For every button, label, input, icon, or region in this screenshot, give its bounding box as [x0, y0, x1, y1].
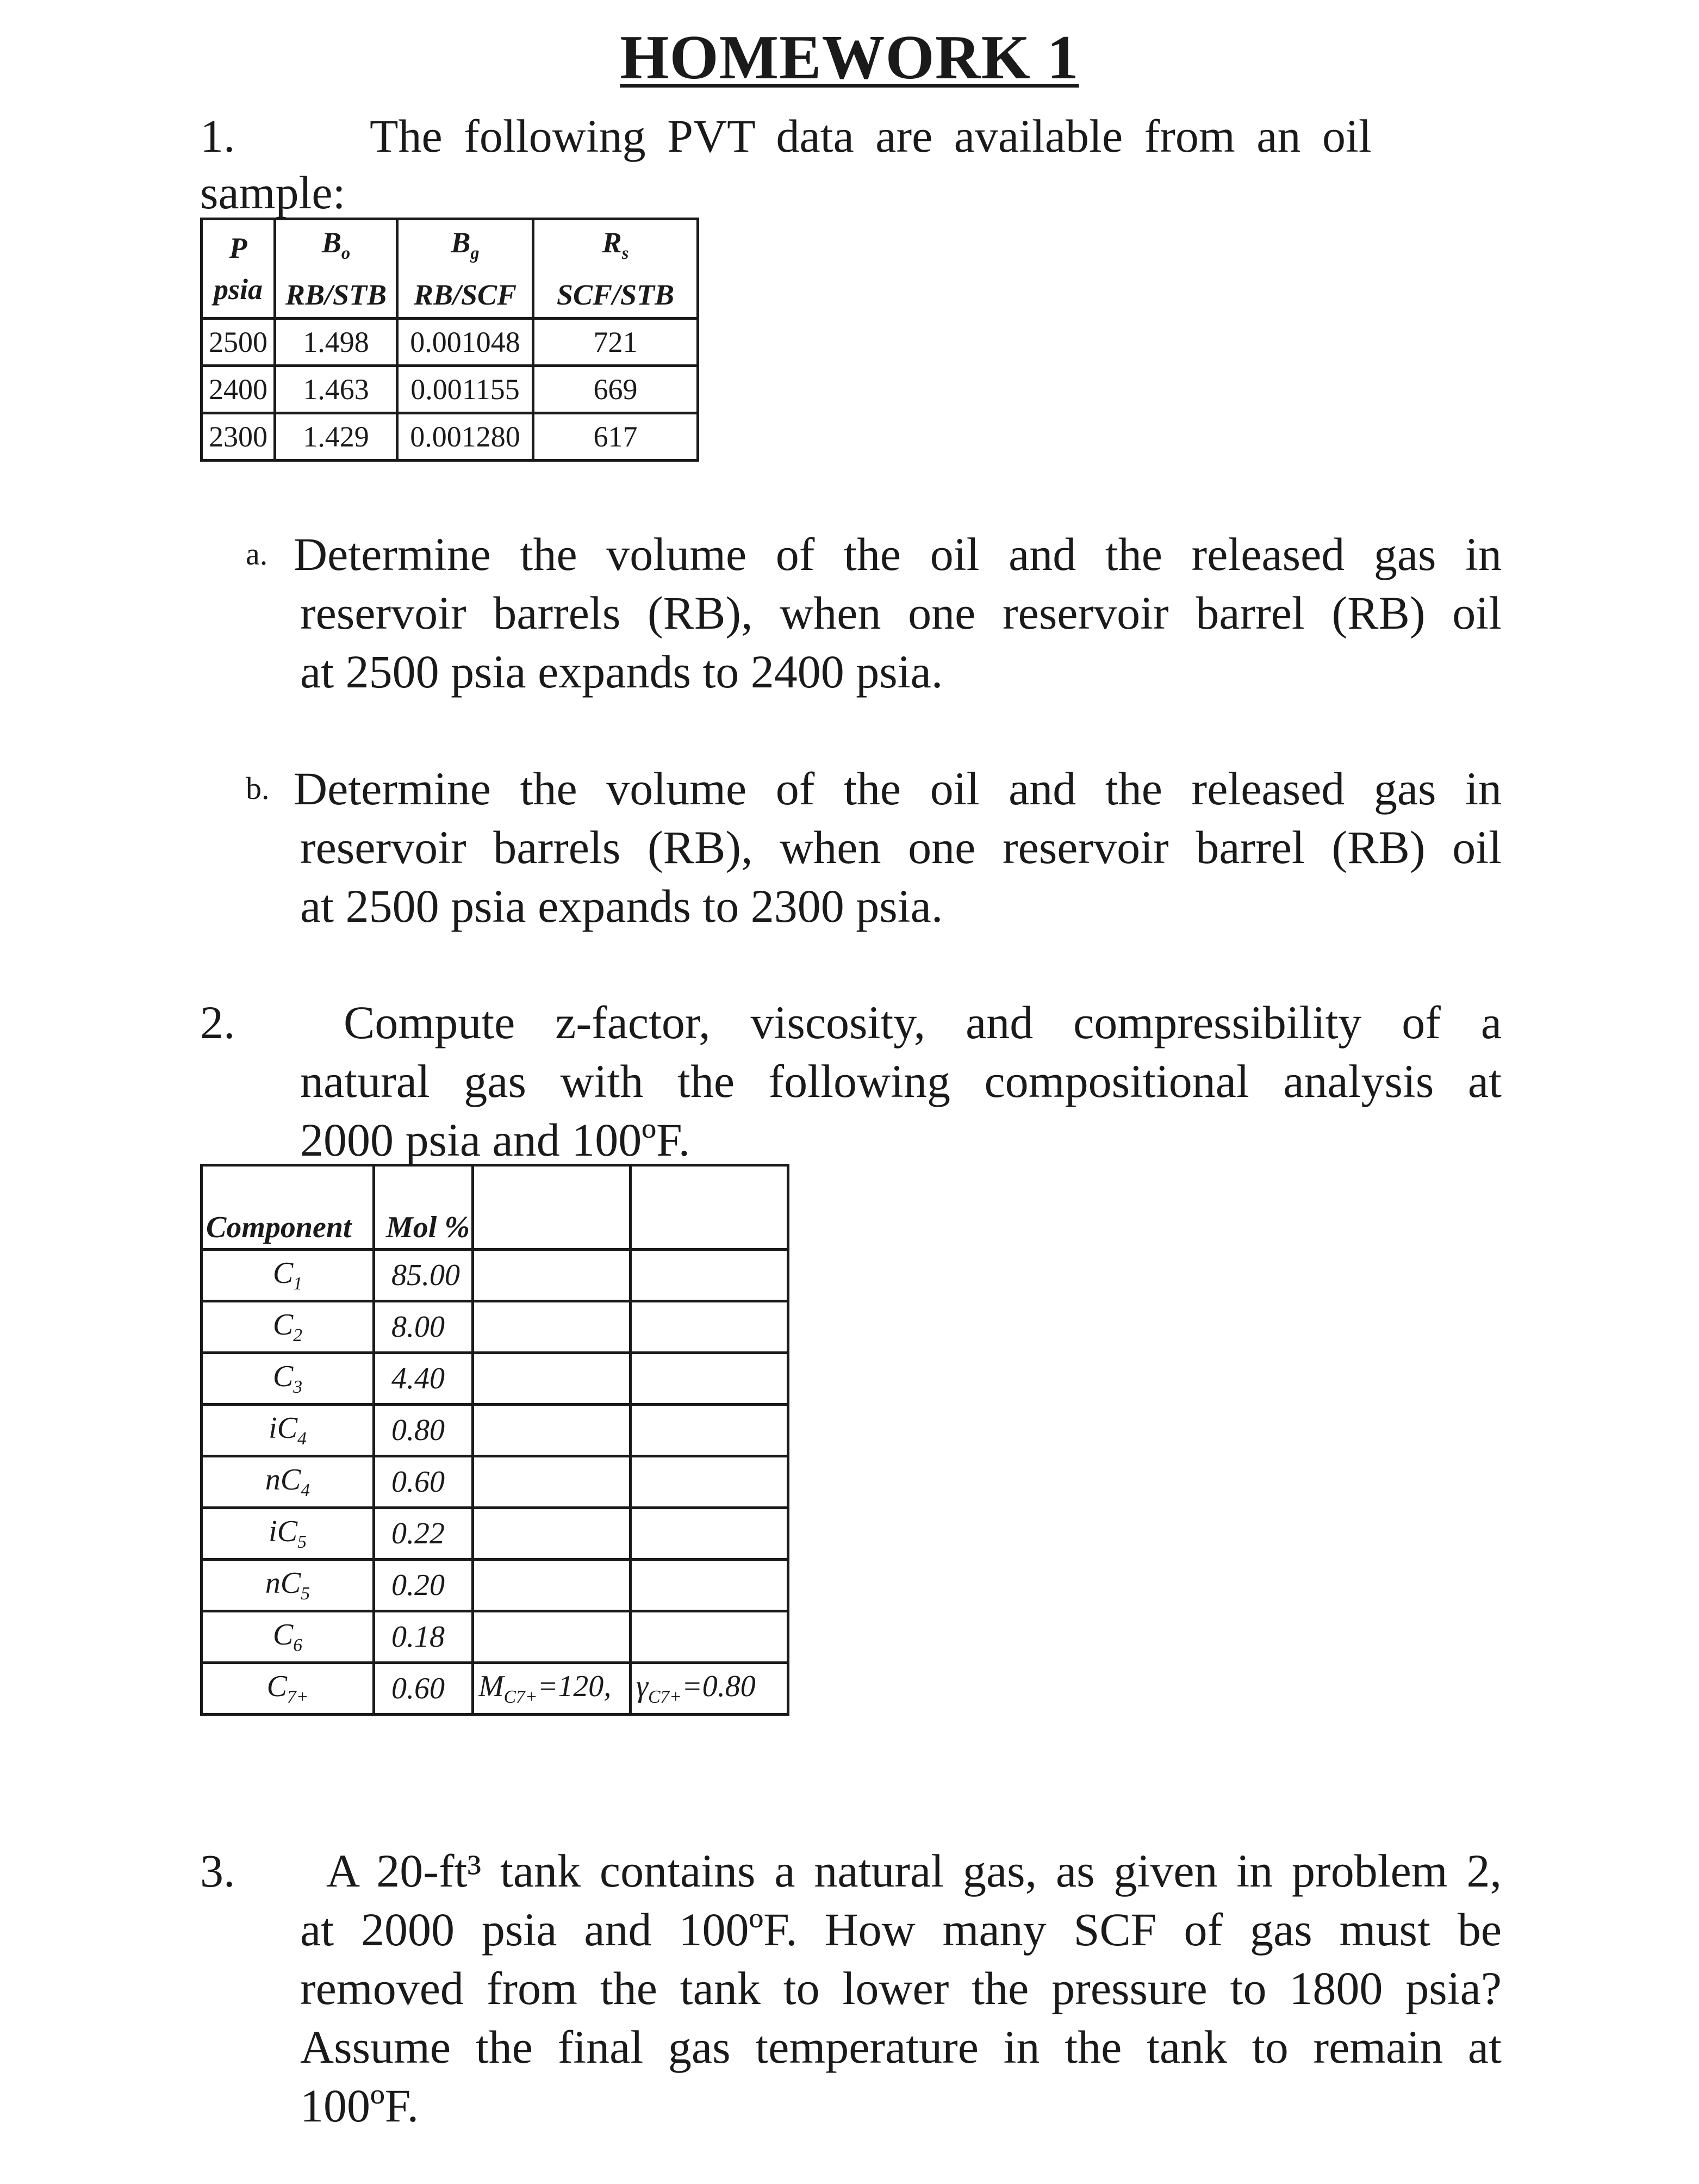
cell-pressure: 2500 — [202, 319, 275, 366]
cell-pressure: 2300 — [202, 413, 275, 461]
cell-blank — [631, 1405, 788, 1456]
question-1-intro-cont: sample: — [200, 166, 346, 219]
cell-component: $nC_5$ — [202, 1560, 374, 1611]
cell-mol: 8.00 — [374, 1301, 473, 1353]
table-row — [202, 1301, 788, 1353]
header-blank-1 — [473, 1165, 631, 1250]
part-b-line-1: Determine the volume of the oil and the released gas in — [294, 762, 1502, 815]
header-bg-unit: RB/SCF — [413, 278, 517, 311]
question-1-intro: The following PVT data are available from an oil — [370, 110, 1372, 162]
cell-rs: 669 — [533, 366, 698, 413]
cell-component: $C_2$ — [202, 1301, 374, 1353]
cell-component: $C_1$ — [202, 1250, 374, 1301]
question-3-line-3: removed from the tank to lower the pressure to 1800 psia? — [300, 1962, 1502, 2014]
header-rs-unit: SCF/STB — [556, 278, 675, 311]
header-bg — [397, 219, 533, 319]
cell-mol: 0.22 — [374, 1508, 473, 1560]
cell-blank — [473, 1560, 631, 1611]
cell-bg: 0.001280 — [397, 413, 533, 461]
cell-blank — [631, 1508, 788, 1560]
part-a-line-3: at 2500 psia expands to 2400 psia. — [300, 646, 943, 698]
composition-table — [200, 1164, 789, 1716]
cell-c7-specific-gravity: $\gamma_{C7+}=0.80$ — [631, 1663, 788, 1715]
question-1-number: 1. — [200, 110, 235, 162]
header-pressure-symbol: P — [229, 232, 247, 264]
table-header-row — [202, 219, 698, 319]
table-row — [202, 1250, 788, 1301]
header-rs — [533, 219, 698, 319]
table-row — [202, 1353, 788, 1405]
pvt-data-table — [200, 218, 699, 462]
question-3-line-5: 100ºF. — [300, 2080, 419, 2132]
header-bg-symbol: $B_g$ — [451, 226, 480, 263]
question-2-line-3: 2000 psia and 100ºF. — [300, 1114, 690, 1166]
part-a-label: a. — [246, 536, 268, 572]
cell-blank — [473, 1353, 631, 1405]
table-row — [202, 1508, 788, 1560]
cell-bo: 1.498 — [275, 319, 397, 366]
header-pressure — [202, 219, 275, 319]
header-blank-2 — [631, 1165, 788, 1250]
header-component: Component — [202, 1165, 374, 1250]
header-rs-symbol: $R_s$ — [602, 226, 629, 263]
table-row — [202, 366, 698, 413]
cell-component: $C_{7+}$ — [202, 1663, 374, 1715]
cell-mol: 4.40 — [374, 1353, 473, 1405]
cell-bo: 1.463 — [275, 366, 397, 413]
cell-rs: 721 — [533, 319, 698, 366]
question-3-line-1: A 20-ft³ tank contains a natural gas, as given in problem 2, — [326, 1845, 1502, 1897]
page-title: HOMEWORK 1 — [620, 23, 1079, 92]
cell-component: $iC_4$ — [202, 1405, 374, 1456]
table-row — [202, 1560, 788, 1611]
table-row — [202, 319, 698, 366]
part-a-line-2: reservoir barrels (RB), when one reservoir barrel (RB) oil — [300, 587, 1502, 639]
question-3-line-4: Assume the final gas temperature in the tank to remain at — [300, 2021, 1502, 2073]
table-header-row — [202, 1165, 788, 1250]
cell-blank — [473, 1611, 631, 1663]
cell-blank — [473, 1508, 631, 1560]
header-bo-symbol: $B_o$ — [321, 226, 351, 263]
cell-mol: 0.60 — [374, 1456, 473, 1508]
cell-blank — [631, 1560, 788, 1611]
part-a-line-1: Determine the volume of the oil and the released gas in — [294, 528, 1502, 580]
cell-blank — [631, 1353, 788, 1405]
cell-blank — [631, 1611, 788, 1663]
table-row — [202, 1663, 788, 1715]
header-mol-percent: Mol % — [374, 1165, 473, 1250]
part-b-label: b. — [246, 771, 270, 806]
cell-mol: 0.80 — [374, 1405, 473, 1456]
cell-blank — [473, 1456, 631, 1508]
cell-component: $nC_4$ — [202, 1456, 374, 1508]
cell-mol: 0.60 — [374, 1663, 473, 1715]
cell-pressure: 2400 — [202, 366, 275, 413]
header-pressure-unit: psia — [213, 273, 263, 306]
question-3-line-2: at 2000 psia and 100ºF. How many SCF of gas must be — [300, 1903, 1502, 1956]
cell-bg: 0.001155 — [397, 366, 533, 413]
cell-blank — [631, 1456, 788, 1508]
cell-mol: 0.20 — [374, 1560, 473, 1611]
cell-blank — [473, 1250, 631, 1301]
cell-c7-molecular-weight: $M_{C7+}=120$, — [473, 1663, 631, 1715]
cell-bg: 0.001048 — [397, 319, 533, 366]
question-2-line-2: natural gas with the following compositional analysis at — [300, 1055, 1502, 1107]
table-row — [202, 413, 698, 461]
cell-blank — [473, 1301, 631, 1353]
header-bo-unit: RB/STB — [285, 278, 387, 311]
cell-blank — [473, 1405, 631, 1456]
table-row — [202, 1405, 788, 1456]
cell-blank — [631, 1301, 788, 1353]
table-row — [202, 1456, 788, 1508]
cell-blank — [631, 1250, 788, 1301]
part-b-line-3: at 2500 psia expands to 2300 psia. — [300, 880, 943, 932]
table-row — [202, 1611, 788, 1663]
cell-mol: 0.18 — [374, 1611, 473, 1663]
cell-rs: 617 — [533, 413, 698, 461]
cell-component: $C_3$ — [202, 1353, 374, 1405]
cell-bo: 1.429 — [275, 413, 397, 461]
question-2-number: 2. — [200, 996, 235, 1048]
question-3-number: 3. — [200, 1845, 235, 1897]
question-2-line-1: Compute z-factor, viscosity, and compressibility of a — [344, 996, 1502, 1048]
cell-component: $C_6$ — [202, 1611, 374, 1663]
cell-mol: 85.00 — [374, 1250, 473, 1301]
part-b-line-2: reservoir barrels (RB), when one reservoir barrel (RB) oil — [300, 821, 1502, 873]
header-bo — [275, 219, 397, 319]
cell-component: $iC_5$ — [202, 1508, 374, 1560]
